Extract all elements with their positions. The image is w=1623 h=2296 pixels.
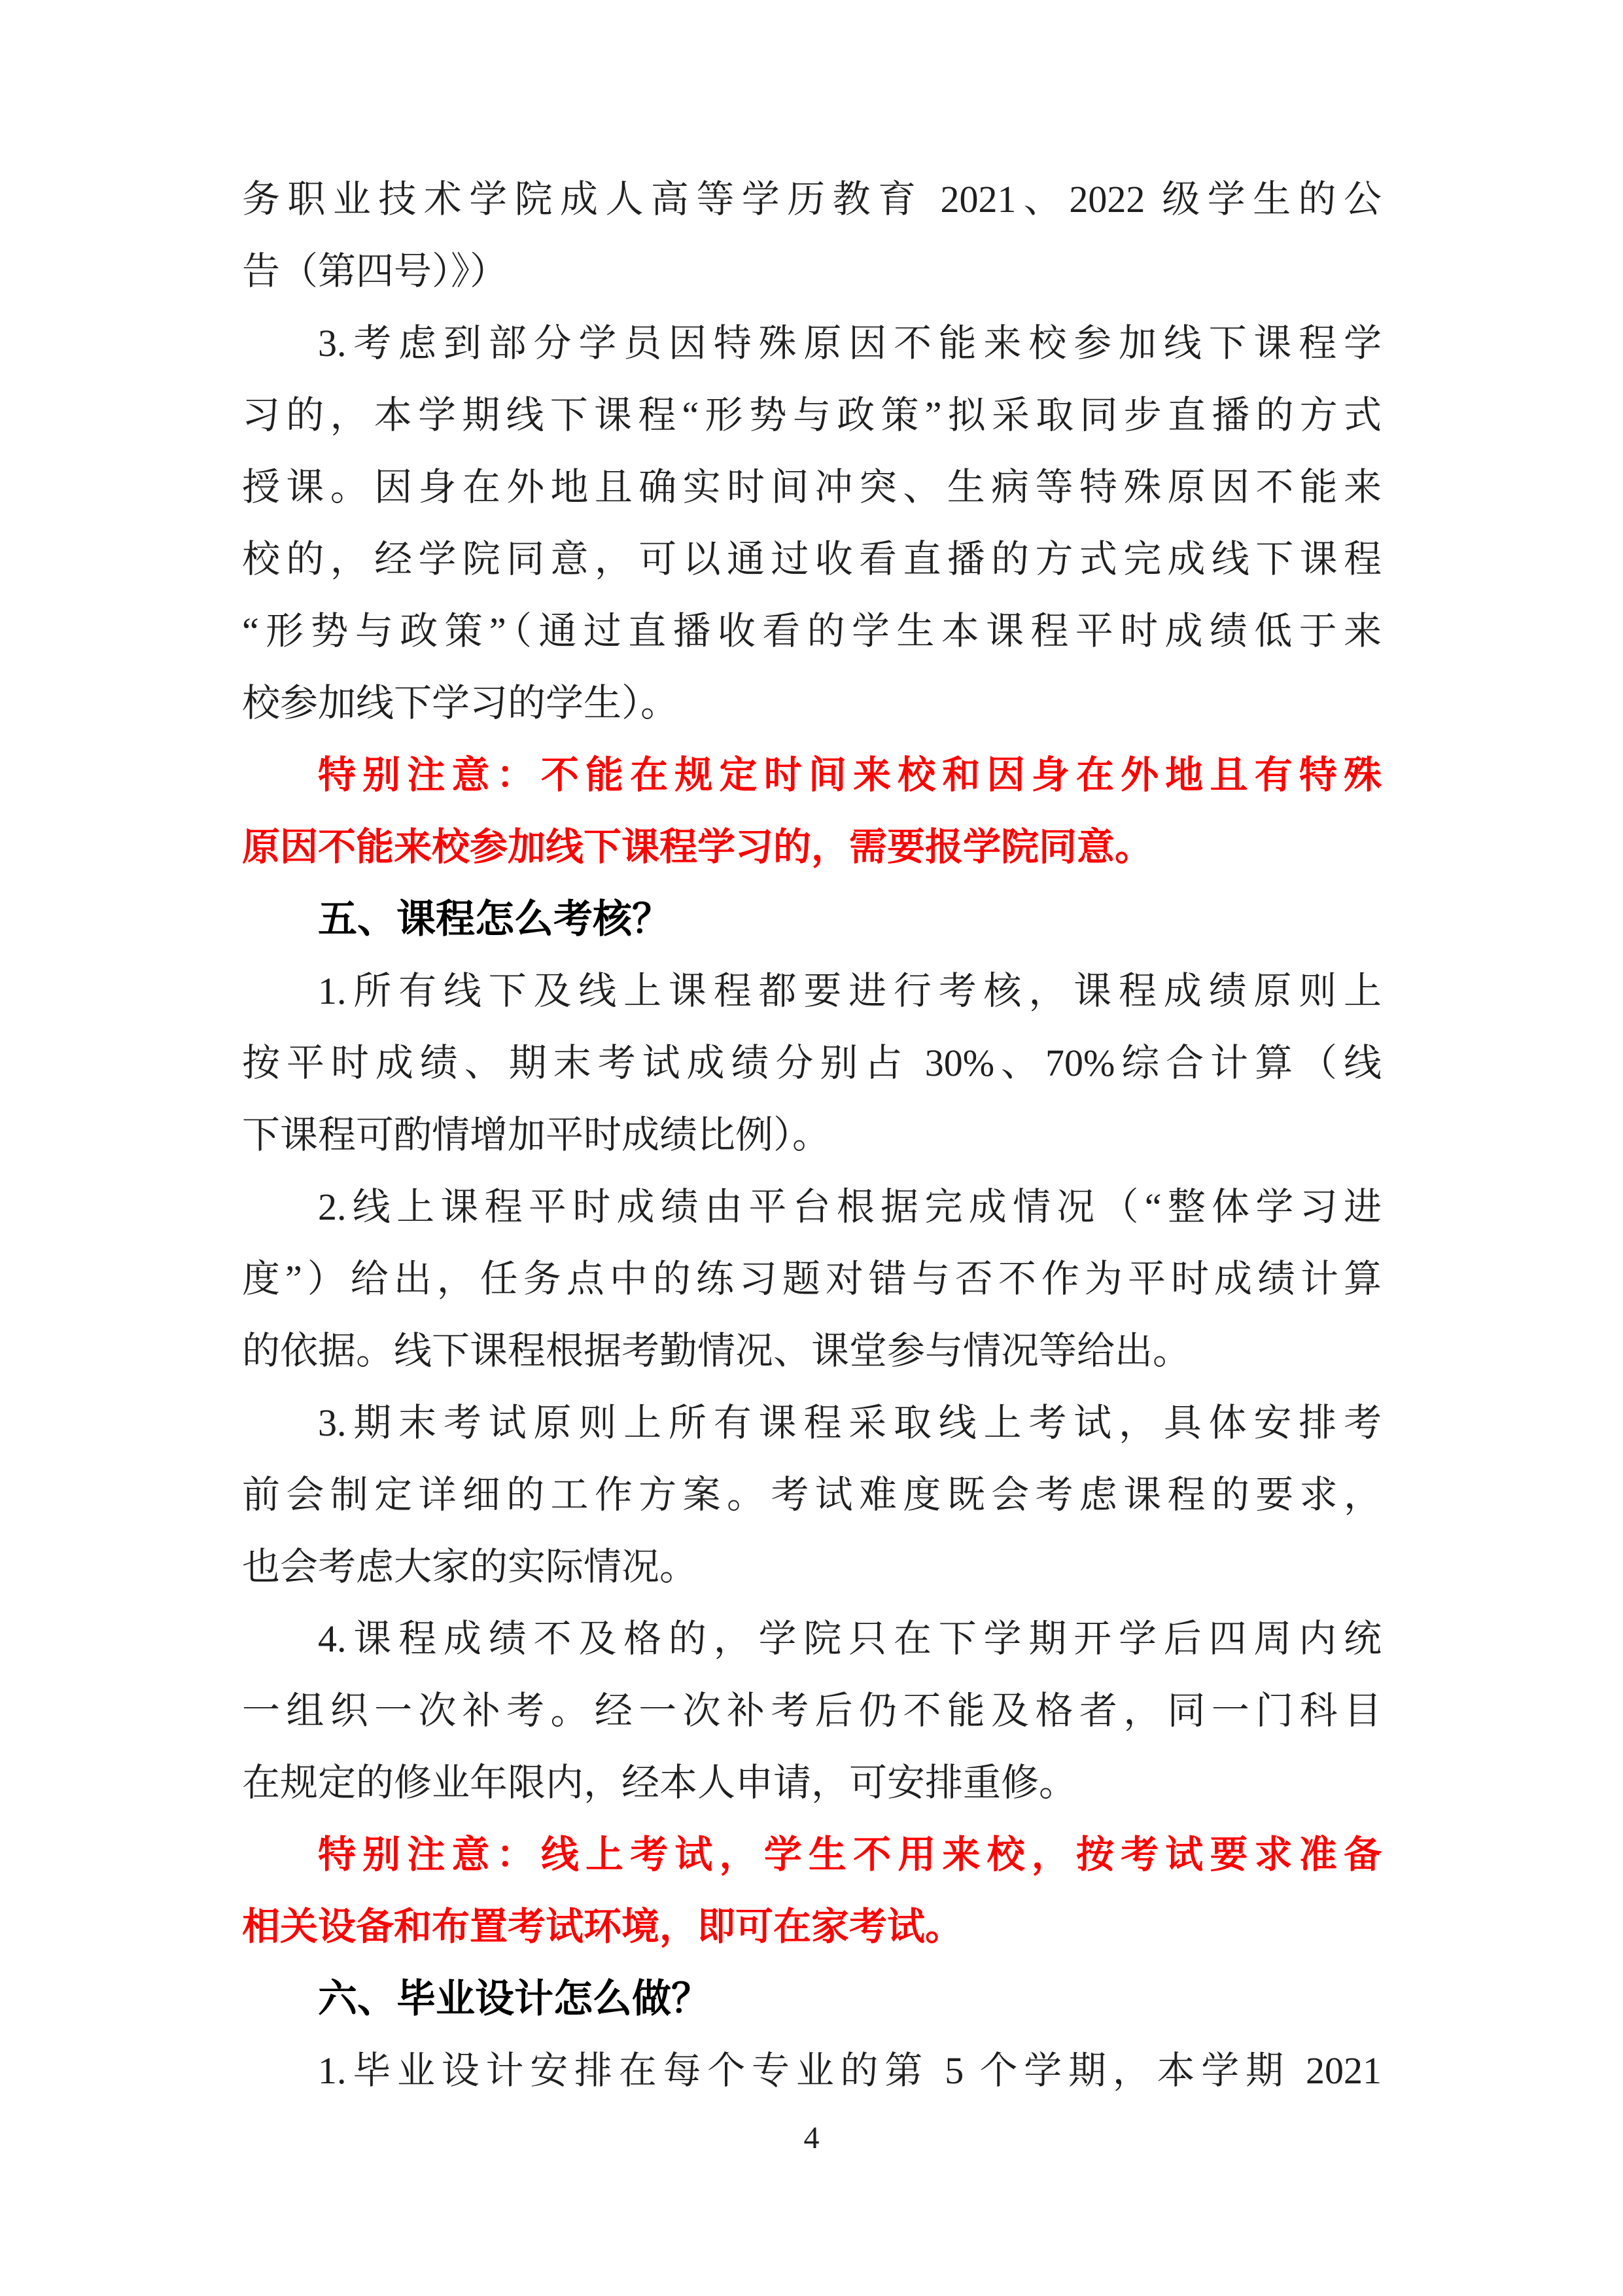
text-line: 前会制定详细的工作方案。考试难度既会考虑课程的要求，: [242, 1474, 1382, 1516]
text-line: 校参加线下学习的学生）。: [242, 682, 679, 724]
text-line: 4.课程成绩不及格的，学院只在下学期开学后四周内统: [318, 1617, 1382, 1660]
text-line: 2.线上课程平时成绩由平台根据完成情况（“整体学习进: [318, 1186, 1382, 1228]
text-line: 特别注意：不能在规定时间来校和因身在外地且有特殊: [318, 754, 1382, 796]
text-line: 原因不能来校参加线下课程学习的，需要报学院同意。: [242, 826, 1153, 868]
text-line: 下课程可酌情增加平时成绩比例）。: [242, 1114, 831, 1156]
text-line: 也会考虑大家的实际情况。: [242, 1545, 698, 1588]
text-line: 一组织一次补考。经一次补考后仍不能及格者，同一门科目: [242, 1689, 1382, 1732]
text-line: 度”）给出，任务点中的练习题对错与否不作为平时成绩计算: [242, 1258, 1382, 1300]
document-body: [242, 164, 1382, 2107]
text-line: 授课。因身在外地且确实时间冲突、生病等特殊原因不能来: [242, 466, 1382, 508]
text-line: “形势与政策”（通过直播收看的学生本课程平时成绩低于来: [242, 610, 1382, 652]
text-line: 务职业技术学院成人高等学历教育 2021、2022 级学生的公: [242, 178, 1382, 221]
text-line: 的依据。线下课程根据考勤情况、课堂参与情况等给出。: [242, 1330, 1191, 1372]
text-line: 1.毕业设计安排在每个专业的第 5 个学期，本学期 2021: [318, 2049, 1382, 2092]
page-number: 4: [803, 2121, 820, 2155]
text-line: 3.考虑到部分学员因特殊原因不能来校参加线下课程学: [318, 322, 1382, 364]
text-line: 习的，本学期线下课程“形势与政策”拟采取同步直播的方式: [242, 394, 1382, 436]
text-line: 在规定的修业年限内，经本人申请，可安排重修。: [242, 1761, 1077, 1804]
text-line: 五、课程怎么考核？: [318, 897, 671, 941]
text-line: 六、毕业设计怎么做？: [318, 1977, 710, 2021]
text-line: 校的，经学院同意，可以通过收看直播的方式完成线下课程: [242, 538, 1382, 580]
text-line: 特别注意：线上考试，学生不用来校，按考试要求准备: [318, 1833, 1382, 1876]
text-line: 相关设备和布置考试环境，即可在家考试。: [242, 1905, 964, 1948]
text-line: 告（第四号）》）: [242, 250, 508, 292]
text-line: 按平时成绩、期末考试成绩分别占 30%、70%综合计算（线: [242, 1042, 1382, 1084]
text-line: 1.所有线下及线上课程都要进行考核，课程成绩原则上: [318, 970, 1382, 1012]
text-line: 3.期末考试原则上所有课程采取线上考试，具体安排考: [318, 1402, 1382, 1444]
